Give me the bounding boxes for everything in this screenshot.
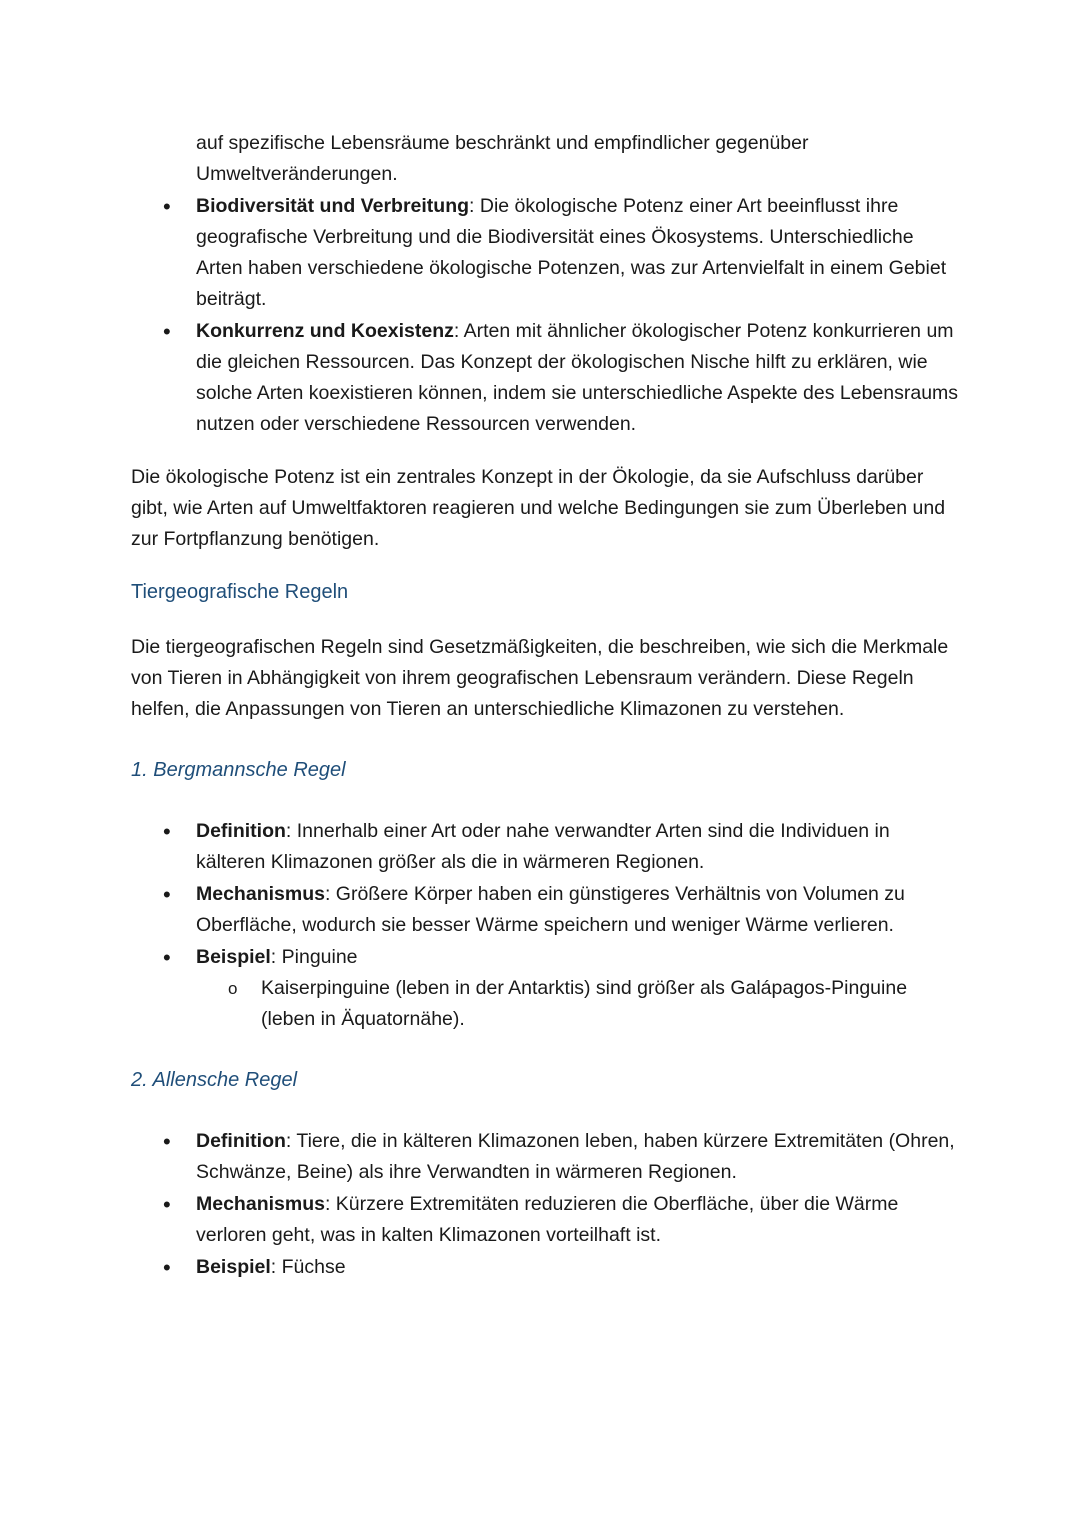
term: Definition [196, 1130, 286, 1152]
term: Mechanismus [196, 883, 325, 905]
list-item-definition [131, 1126, 961, 1188]
intro-paragraph: Die tiergeografischen Regeln sind Gesetzmäßigkeiten, die beschreiben, wie sich die Merkmale von Tieren in Abhängigkeit von ihrem geografischen Lebensraum verändern. Diese Regeln helfen, die Anpassungen von Tieren an unterschiedliche Klimazonen zu verstehen. [131, 636, 949, 720]
allen-list [131, 1126, 961, 1283]
item-text: : Arten mit ähnlicher ökologischer Potenz konkurrieren um die gleichen Ressourcen. Das Konzept der ökologischen Nische hilft zu erklären, wie solche Arten koexistieren können, indem sie unterschiedliche Aspekte des Lebensraums nutzen oder verschiedene Ressourcen verwenden. [196, 320, 959, 435]
term: Konkurrenz und Koexistenz [196, 320, 454, 342]
list-item-continuation [131, 128, 961, 190]
rule-heading-allen: 2. Allensche Regel [131, 1069, 298, 1091]
bergmann-list [131, 816, 961, 1035]
summary-paragraph: Die ökologische Potenz ist ein zentrales Konzept in der Ökologie, da sie Aufschluss darüber gibt, wie Arten auf Umweltfaktoren reagieren und welche Bedingungen sie zum Überleben und zur Fortpflanzung benötigen. [131, 466, 946, 550]
item-text: : Füchse [270, 1256, 346, 1278]
list-item-mechanismus [131, 1189, 961, 1251]
term: Beispiel [196, 1256, 271, 1278]
item-text: : Tiere, die in kälteren Klimazonen leben, haben kürzere Extremitäten (Ohren, Schwänze, Beine) als ihre Verwandten in wärmeren Regionen. [196, 1130, 955, 1183]
sub-list-item: o Kaiserpinguine (leben in der Antarktis) sind größer als Galápagos-Pinguine (leben in Äquatornähe). [196, 973, 961, 1035]
beispiel-sublist [196, 973, 961, 1035]
item-text: : Kürzere Extremitäten reduzieren die Oberfläche, über die Wärme verloren geht, was in kalten Klimazonen vorteilhaft ist. [196, 1193, 899, 1246]
item-text: : Pinguine [270, 946, 358, 968]
list-item-definition [131, 816, 961, 878]
potenz-list [131, 128, 961, 440]
item-text: : Größere Körper haben ein günstigeres Verhältnis von Volumen zu Oberfläche, wodurch sie besser Wärme speichern und weniger Wärme verlieren. [196, 883, 905, 936]
section-heading: Tiergeografische Regeln [131, 581, 349, 603]
term: Beispiel [196, 946, 271, 968]
list-item-beispiel [131, 942, 961, 1035]
term: Definition [196, 820, 286, 842]
list-item-konkurrenz [131, 316, 961, 440]
document-page [131, 128, 961, 1284]
item-text: : Innerhalb einer Art oder nahe verwandter Arten sind die Individuen in kälteren Klimazonen größer als die in wärmeren Regionen. [196, 820, 890, 873]
continuation-text: auf spezifische Lebensräume beschränkt und empfindlicher gegenüber Umweltveränderungen. [196, 132, 809, 185]
item-text: : Die ökologische Potenz einer Art beeinflusst ihre geografische Verbreitung und die Biodiversität eines Ökosystems. Unterschiedliche Arten haben verschiedene ökologische Potenzen, was zur Artenvielfalt in einem Gebiet beiträgt. [196, 195, 947, 310]
term: Biodiversität und Verbreitung [196, 195, 470, 217]
list-item-beispiel [131, 1252, 961, 1283]
term: Mechanismus [196, 1193, 325, 1215]
list-item-biodiversitaet [131, 191, 961, 315]
list-item-mechanismus [131, 879, 961, 941]
rule-heading-bergmann: 1. Bergmannsche Regel [131, 759, 346, 781]
